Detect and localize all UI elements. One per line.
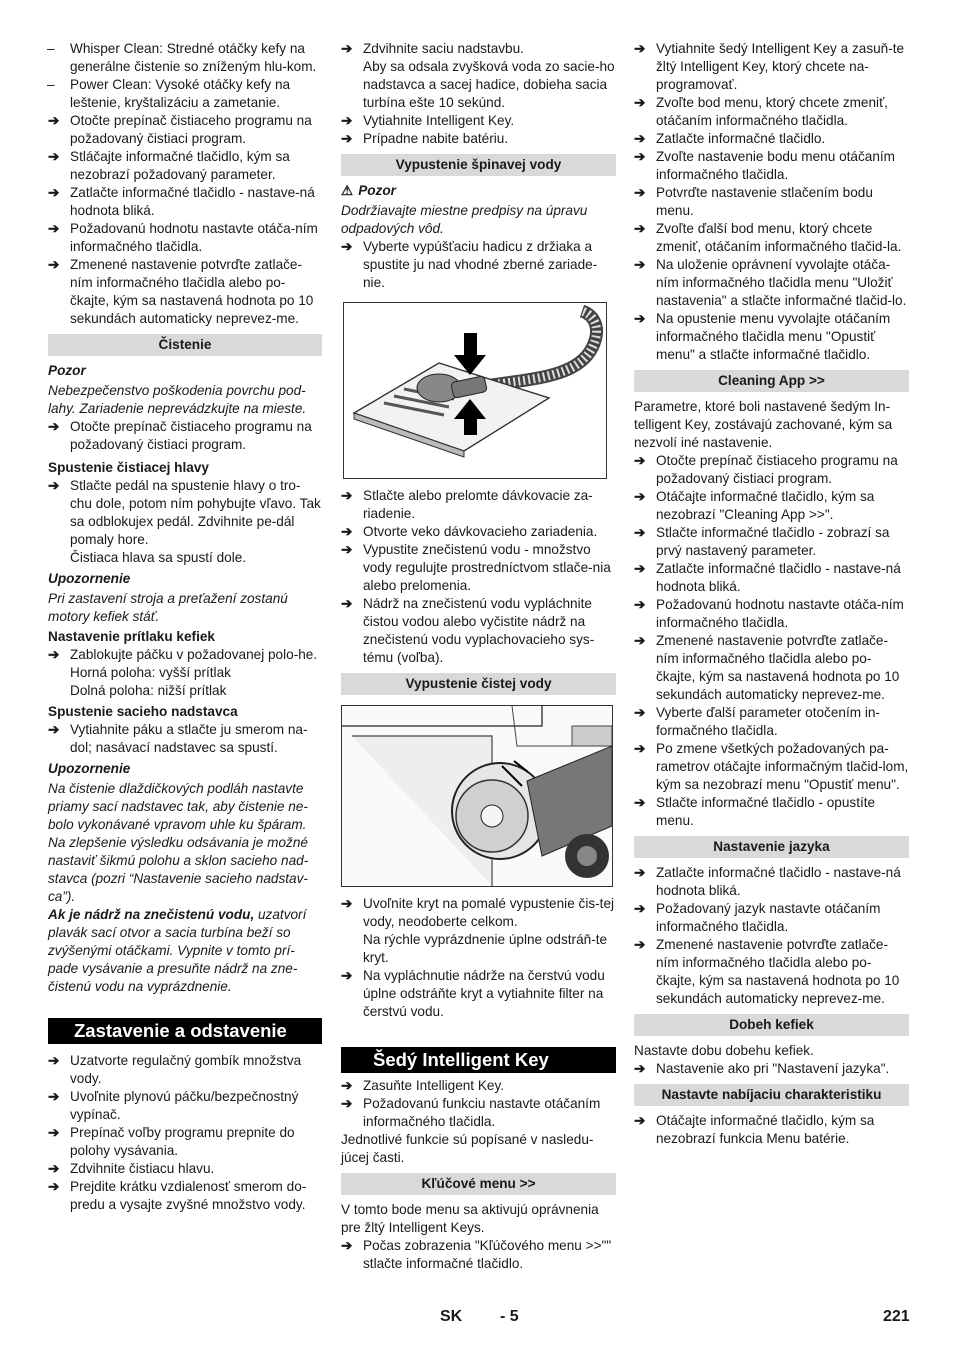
paragraph: Nastavte dobu dobehu kefiek. [634, 1043, 814, 1058]
list-item: ➔ Stlačte informačné tlačidlo - opustíte menu. [634, 795, 876, 828]
list-item: ➔ Zablokujte páčku v požadovanej polo-he. [48, 647, 318, 662]
drain-hose-illustration [343, 302, 607, 479]
list-item: ➔ Otočte prepínač čistiaceho programu na požadovaný čistiaci program. [48, 419, 312, 452]
section-heading: Vypustenie špinavej vody [341, 154, 616, 176]
arrow-icon: ➔ [634, 311, 646, 326]
list-item: ➔ Požadovanú hodnotu nastavte otáča-ním informačného tlačidla. [634, 597, 904, 630]
arrow-icon: ➔ [634, 185, 646, 200]
list-item: ➔ Otáčajte informačné tlačidlo, kým sa nezobrazí "Cleaning App >>". [634, 489, 875, 522]
list-item: ➔ Požadovaný jazyk nastavte otáčaním informačného tlačidla. [634, 901, 881, 934]
footer-language: SK [440, 1308, 463, 1325]
warning-label: Pozor [48, 363, 86, 378]
arrow-icon: ➔ [634, 633, 646, 648]
arrow-icon: ➔ [48, 149, 60, 164]
arrow-icon: ➔ [634, 937, 646, 952]
arrow-icon: ➔ [341, 239, 353, 254]
column-1 [48, 40, 322, 1214]
arrow-icon: ➔ [634, 131, 646, 146]
arrow-icon: ➔ [634, 901, 646, 916]
arrow-icon: ➔ [634, 489, 646, 504]
arrow-icon: ➔ [634, 525, 646, 540]
list-item: ➔ Na opustenie menu vyvolajte otáčaním informačného tlačidla menu "Opustiť menu" a stlačte informačné tlačidlo. [634, 311, 891, 362]
note-label: Upozornenie [48, 571, 131, 586]
list-item: ➔ Zdvihnite saciu nadstavbu. [341, 41, 524, 56]
arrow-icon: ➔ [341, 542, 353, 557]
list-item: ➔ Zmenené nastavenie potvrďte zatlače-ním informačného tlačidla alebo po-čkajte, kým sa nastavená hodnota po 10 sekundách automaticky neprevez-me. [634, 633, 900, 702]
column-3 [634, 40, 909, 1148]
list-item: ➔ Otočte prepínač čistiaceho programu na požadovaný čistiaci program. [634, 453, 898, 486]
arrow-icon: ➔ [634, 705, 646, 720]
note-text: Na čistenie dlaždičkových podláh nastavte priamy sací nadstavec tak, aby čistenie ne-bolo vykonávané vpravom uhle ku špáram. Na zlepšenie výsledku odsávania je možné nastaviť šikmú polohu a sklon sacieho nad-stavca (pozri “Nastavenie sacieho nadstav-ca”). [48, 781, 309, 904]
section-heading: Kľúčové menu >> [341, 1173, 616, 1195]
arrow-icon: ➔ [634, 561, 646, 576]
footer-local-page: - 5 [500, 1308, 519, 1325]
arrow-icon: ➔ [341, 968, 353, 983]
list-item: ➔ Prejdite krátku vzdialenosť smerom do-predu a vysajte zvyšné množstvo vody. [48, 1179, 307, 1212]
list-item: ➔ Vyberte ďalší parameter otočením in-formačného tlačidla. [634, 705, 880, 738]
arrow-icon: ➔ [48, 419, 60, 434]
arrow-icon: ➔ [341, 524, 353, 539]
list-item: ➔ Vyberte vypúšťaciu hadicu z držiaka a spustite ju nad vhodné zberné zariade-nie. [341, 239, 598, 290]
arrow-icon: ➔ [341, 131, 353, 146]
list-item: ➔ Otáčajte informačné tlačidlo, kým sa nezobrazí funkcia Menu batérie. [634, 1113, 875, 1146]
subheading: Spustenie čistiacej hlavy [48, 460, 209, 475]
paragraph: Jednotlivé funkcie sú popísané v nasledu-júcej časti. [341, 1132, 594, 1165]
arrow-icon: ➔ [634, 597, 646, 612]
arrow-icon: ➔ [634, 95, 646, 110]
warning-label: ⚠ Pozor [341, 183, 396, 198]
arrow-icon: ➔ [48, 257, 60, 272]
arrow-icon: ➔ [341, 596, 353, 611]
list-item: ➔ Prípadne nabite batériu. [341, 131, 509, 146]
list-item: ➔ Vypustite znečistenú vodu - množstvo vody regulujte prostredníctvom stlače-nia alebo prelomenia. [341, 542, 611, 593]
list-item: ➔ Na vypláchnutie nádrže na čerstvú vodu úplne odstráňte kryt a vytiahnite filter na čerstvú vodu. [341, 968, 605, 1019]
arrow-icon: ➔ [48, 1089, 60, 1104]
list-item: ➔ Stlačte alebo prelomte dávkovacie za-riadenie. [341, 488, 593, 521]
list-item: ➔ Potvrďte nastavenie stlačením bodu menu. [634, 185, 873, 218]
arrow-icon: ➔ [341, 1238, 353, 1253]
section-heading: Nastavte nabíjaciu charakteristiku [634, 1084, 909, 1106]
list-item: ➔ Prepínač voľby programu prepnite do polohy vysávania. [48, 1125, 295, 1158]
arrow-icon: ➔ [48, 113, 60, 128]
arrow-icon: ➔ [634, 795, 646, 810]
arrow-icon: ➔ [634, 221, 646, 236]
fresh-water-drain-illustration [341, 705, 613, 887]
list-item: ➔ Stlačte pedál na spustenie hlavy o tro-chu dole, potom ním pohybujte vľavo. Tak sa odblokujex pedál. Zdvihnite pe-dál pomaly hore. [48, 478, 321, 547]
arrow-icon: ➔ [634, 41, 646, 56]
arrow-icon: ➔ [341, 488, 353, 503]
list-item: ➔ Zatlačte informačné tlačidlo. [634, 131, 826, 146]
arrow-icon: ➔ [48, 722, 60, 737]
list-note: Horná poloha: vyšší prítlak [70, 665, 231, 680]
list-item: ➔ Nádrž na znečistenú vodu vypláchnite čistou vodou alebo vyčistite nádrž na znečistenú vodu vyplachovacieho sys-tému (voľba). [341, 596, 595, 665]
footer-page-number: 221 [883, 1308, 910, 1325]
arrow-icon: ➔ [48, 185, 60, 200]
arrow-icon: ➔ [634, 453, 646, 468]
list-item: ➔ Zvoľte nastavenie bodu menu otáčaním informačného tlačidla. [634, 149, 895, 182]
list-item: ➔ Uzatvorte regulačný gombík množstva vody. [48, 1053, 302, 1086]
list-item: ➔ Vytiahnite šedý Intelligent Key a zasuň-te žltý Intelligent Key, ktorý chcete na-programovať. [634, 41, 905, 92]
list-item: ➔ Vytiahnite Intelligent Key. [341, 113, 515, 128]
arrow-icon: ➔ [634, 257, 646, 272]
list-item: ➔ Nastavenie ako pri "Nastavení jazyka". [634, 1061, 890, 1076]
list-item: ➔ Zatlačte informačné tlačidlo - nastave-ná hodnota bliká. [634, 561, 901, 594]
arrow-icon: ➔ [634, 741, 646, 756]
arrow-icon: ➔ [341, 41, 353, 56]
arrow-icon: ➔ [634, 865, 646, 880]
warning-triangle-icon: ⚠ [341, 183, 354, 198]
list-item: ➔ Otvorte veko dávkovacieho zariadenia. [341, 524, 598, 539]
list-item: ➔ Počas zobrazenia "Kľúčového menu >>"" stlačte informačné tlačidlo. [341, 1238, 612, 1271]
paragraph: Parametre, ktoré boli nastavené šedým In-telligent Key, zostávajú zachované, kým sa nezvolí iné nastavenie. [634, 399, 893, 450]
arrow-icon: ➔ [634, 1113, 646, 1128]
note-text: Pri zastavení stroja a preťažení zostanú motory kefiek stáť. [48, 591, 288, 624]
section-title: Šedý Intelligent Key [341, 1047, 616, 1073]
list-item: ➔ Po zmene všetkých požadovaných pa-rametrov otáčajte informačným tlačid-lom, kým sa nezobrazí menu "Opustiť menu". [634, 741, 909, 792]
arrow-icon: ➔ [48, 1125, 60, 1140]
list-item: ➔ Zasuňte Intelligent Key. [341, 1078, 505, 1093]
arrow-icon: ➔ [341, 1078, 353, 1093]
list-item: – Whisper Clean: Stredné otáčky kefy na generálne čistenie so zníženým hlu-kom. [47, 41, 317, 74]
list-item: ➔ Na uloženie oprávnení vyvolajte otáča-ním informačného tlačidla menu "Uložiť nastavenia" a stlačte informačné tlačid-lo. [634, 257, 907, 308]
list-item: ➔ Vytiahnite páku a stlačte ju smerom na-dol; nasávací nadstavec sa spustí. [48, 722, 308, 755]
note-label: Upozornenie [48, 761, 131, 776]
list-item: ➔ Zmenené nastavenie potvrďte zatlače-ním informačného tlačidla alebo po-čkajte, kým sa nastavená hodnota po 10 sekundách automaticky neprevez-me. [634, 937, 900, 1006]
warning-text: Dodržiavajte miestne predpisy na úpravu odpadových vôd. [341, 203, 588, 236]
arrow-icon: ➔ [48, 1161, 60, 1176]
list-note: Na rýchle vyprázdnenie úplne odstráň-te kryt. [363, 932, 608, 965]
arrow-icon: ➔ [634, 149, 646, 164]
list-note: Čistiaca hlava sa spustí dole. [70, 550, 247, 565]
section-heading: Vypustenie čistej vody [341, 673, 616, 695]
paragraph: V tomto bode menu sa aktivujú oprávnenia pre žltý Intelligent Keys. [341, 1202, 599, 1235]
list-item: ➔ Zatlačte informačné tlačidlo - nastave-ná hodnota bliká. [48, 185, 315, 218]
section-title: Zastavenie a odstavenie [48, 1018, 322, 1044]
list-note: Aby sa odsala zvyšková voda zo sacie-ho nadstavca a sacej hadice, dobieha sacia turbína ešte 10 sekúnd. [363, 59, 615, 110]
arrow-icon: ➔ [341, 1096, 353, 1111]
list-item: ➔ Zmenené nastavenie potvrďte zatlače-ním informačného tlačidla alebo po-čkajte, kým sa nastavená hodnota po 10 sekundách automaticky neprevez-me. [48, 257, 314, 326]
section-heading: Cleaning App >> [634, 370, 909, 392]
note-text: Ak je nádrž na znečistenú vodu, uzatvorí plavák sací otvor a sacia turbína beží so zvýšenými otáčkami. Vypnite v tomto prí-pade vysávanie a presuňte nádrž na zne-čistenú vodu na vyprázdnenie. [48, 907, 307, 994]
arrow-icon: ➔ [634, 1061, 646, 1076]
list-item: ➔ Zdvihnite čistiacu hlavu. [48, 1161, 215, 1176]
list-item: ➔ Uvoľnite kryt na pomalé vypustenie čis-tej vody, neodoberte celkom. [341, 896, 615, 929]
arrow-icon: ➔ [48, 647, 60, 662]
list-item: ➔ Otočte prepínač čistiaceho programu na požadovaný čistiaci program. [48, 113, 312, 146]
list-item: – Power Clean: Vysoké otáčky kefy na leštenie, kryštalizáciu a zametanie. [47, 77, 291, 110]
arrow-icon: ➔ [341, 113, 353, 128]
section-heading: Nastavenie jazyka [634, 836, 909, 858]
list-item: ➔ Požadovanú funkciu nastavte otáčaním informačného tlačidla. [341, 1096, 601, 1129]
list-item: ➔ Požadovanú hodnotu nastavte otáča-ním informačného tlačidla. [48, 221, 318, 254]
section-heading: Čistenie [48, 334, 322, 356]
list-item: ➔ Uvoľnite plynovú páčku/bezpečnostný vypínač. [48, 1089, 299, 1122]
list-item: ➔ Zvoľte bod menu, ktorý chcete zmeniť, otáčaním informačného tlačidla. [634, 95, 888, 128]
column-2 [341, 40, 616, 1273]
arrow-icon: ➔ [48, 478, 60, 493]
list-item: ➔ Stlačte informačné tlačidlo - zobrazí sa prvý nastavený parameter. [634, 525, 890, 558]
subheading: Nastavenie prítlaku kefiek [48, 629, 215, 644]
list-item: ➔ Stláčajte informačné tlačidlo, kým sa nezobrazí požadovaný parameter. [48, 149, 290, 182]
arrow-icon: ➔ [48, 221, 60, 236]
warning-text: Nebezpečenstvo poškodenia povrchu pod-lahy. Zariadenie neprevádzkujte na mieste. [48, 383, 307, 416]
subheading: Spustenie sacieho nadstavca [48, 704, 238, 719]
arrow-icon: ➔ [48, 1179, 60, 1194]
list-item: ➔ Zatlačte informačné tlačidlo - nastave-ná hodnota bliká. [634, 865, 901, 898]
section-heading: Dobeh kefiek [634, 1014, 909, 1036]
arrow-icon: ➔ [48, 1053, 60, 1068]
arrow-icon: ➔ [341, 896, 353, 911]
list-note: Dolná poloha: nižší prítlak [70, 683, 227, 698]
list-item: ➔ Zvoľte ďalší bod menu, ktorý chcete zmeniť, otáčaním informačného tlačid-la. [634, 221, 902, 254]
